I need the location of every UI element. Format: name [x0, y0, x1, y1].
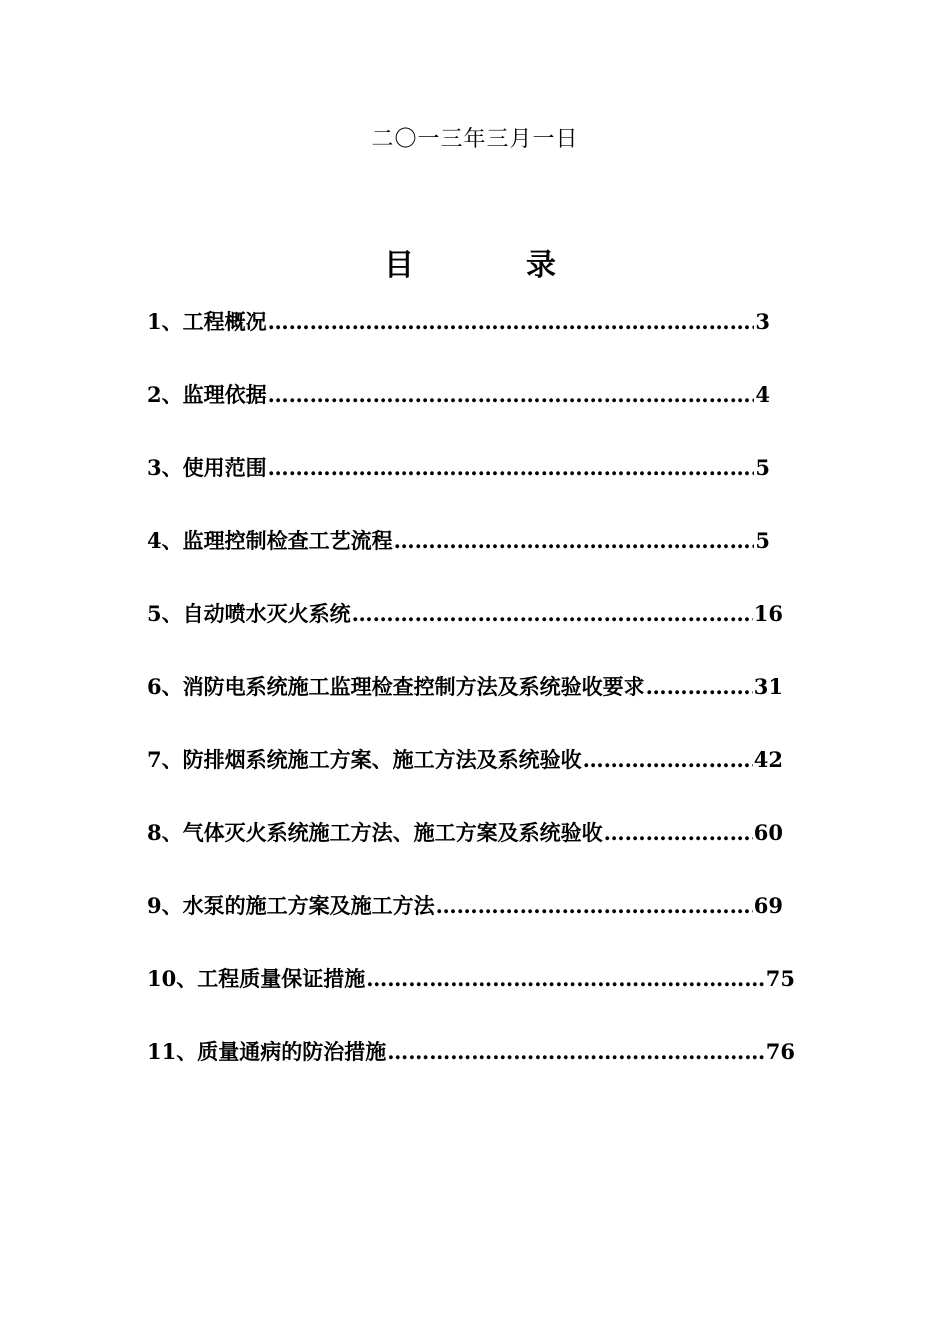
toc-leader-dots	[387, 1030, 765, 1074]
toc-entry-page: 75	[765, 966, 795, 991]
toc-entry-label: 7、防排烟系统施工方案、施工方法及系统验收	[147, 747, 582, 772]
toc-entry-label: 9、水泵的施工方案及施工方法	[147, 893, 435, 918]
toc-entry-label: 6、消防电系统施工监理检查控制方法及系统验收要求	[147, 674, 645, 699]
toc-entry-label: 4、监理控制检查工艺流程	[147, 528, 393, 553]
toc-entry-10[interactable]	[147, 957, 795, 1001]
toc-entry-page: 3	[755, 309, 770, 334]
toc-entry-9[interactable]	[147, 884, 783, 928]
toc-leader-dots	[436, 884, 753, 928]
toc-leader-dots	[394, 519, 755, 563]
toc-leader-dots	[604, 811, 753, 855]
toc-entry-1[interactable]	[147, 300, 770, 344]
toc-entry-label: 10、工程质量保证措施	[147, 966, 366, 991]
toc-entry-5[interactable]	[147, 592, 783, 636]
toc-entry-2[interactable]	[147, 373, 770, 417]
toc-entry-page: 31	[753, 674, 783, 699]
toc-leader-dots	[352, 592, 753, 636]
toc-entry-label: 2、监理依据	[147, 382, 267, 407]
toc-entry-label: 8、气体灭火系统施工方法、施工方案及系统验收	[147, 820, 603, 845]
toc-entry-3[interactable]	[147, 446, 770, 490]
toc-leader-dots	[583, 738, 753, 782]
toc-entry-6[interactable]	[147, 665, 783, 709]
document-date: 二〇一三年三月一日	[371, 127, 579, 152]
toc-entry-page: 4	[755, 382, 770, 407]
toc-entry-page: 5	[755, 528, 770, 553]
toc-leader-dots	[268, 373, 755, 417]
toc-leader-dots	[646, 665, 753, 709]
toc-entry-4[interactable]	[147, 519, 770, 563]
toc-entry-page: 5	[755, 455, 770, 480]
toc-entry-11[interactable]	[147, 1030, 795, 1074]
toc-entry-label: 5、自动喷水灭火系统	[147, 601, 351, 626]
toc-entry-page: 60	[753, 820, 783, 845]
toc-entry-label: 11、质量通病的防治措施	[147, 1039, 387, 1064]
toc-title-char-2: 录	[526, 248, 556, 283]
toc-title	[384, 240, 556, 284]
toc-leader-dots	[366, 957, 765, 1001]
toc-entry-page: 42	[753, 747, 783, 772]
toc-title-char-1: 目	[384, 248, 414, 283]
toc-leader-dots	[268, 300, 755, 344]
toc-entry-page: 69	[753, 893, 783, 918]
toc-entry-label: 3、使用范围	[147, 455, 267, 480]
toc-leader-dots	[268, 446, 755, 490]
toc-entry-8[interactable]	[147, 811, 783, 855]
toc-entry-label: 1、工程概况	[147, 309, 267, 334]
toc-entry-page: 76	[765, 1039, 795, 1064]
toc-entry-7[interactable]	[147, 738, 783, 782]
toc-entry-page: 16	[753, 601, 783, 626]
